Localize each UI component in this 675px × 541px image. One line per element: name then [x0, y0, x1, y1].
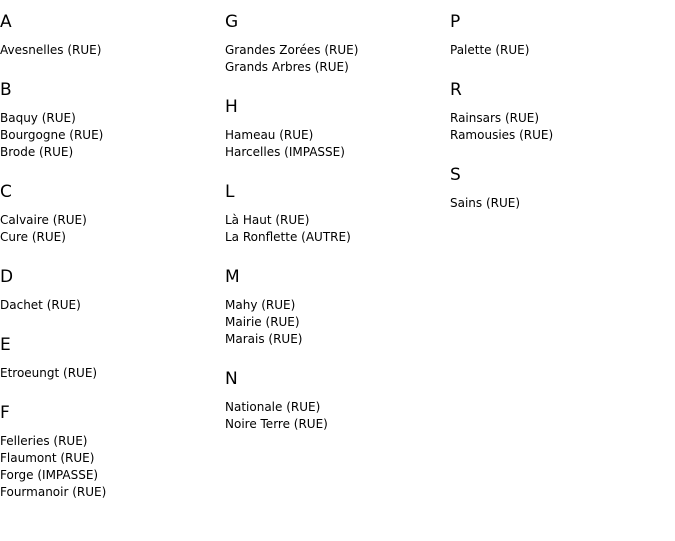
group-spacer	[225, 246, 450, 255]
street-link[interactable]: Nationale (RUE)	[225, 400, 321, 414]
letter-group	[225, 246, 450, 348]
street-list	[225, 399, 450, 433]
letter-group	[225, 76, 450, 161]
letter-heading: B	[0, 80, 12, 100]
group-spacer	[450, 144, 675, 153]
group-spacer	[0, 314, 225, 323]
letter-heading: N	[225, 369, 238, 389]
street-list	[225, 297, 450, 348]
street-link[interactable]: Brode (RUE)	[0, 145, 74, 159]
street-link[interactable]: Flaumont (RUE)	[0, 451, 95, 465]
street-link[interactable]: Là Haut (RUE)	[225, 213, 310, 227]
letter-heading: F	[0, 403, 10, 423]
street-link[interactable]: Sains (RUE)	[450, 196, 521, 210]
letter-heading: E	[0, 335, 11, 355]
street-link[interactable]: Bourgogne (RUE)	[0, 128, 104, 142]
street-link[interactable]: Grandes Zorées (RUE)	[225, 43, 359, 57]
street-link[interactable]: Mahy (RUE)	[225, 298, 296, 312]
group-spacer	[225, 76, 450, 85]
street-link[interactable]: Cure (RUE)	[0, 230, 66, 244]
letter-group	[0, 161, 225, 246]
group-spacer	[0, 161, 225, 170]
group-spacer	[0, 382, 225, 391]
letter-group	[0, 12, 225, 59]
street-list	[450, 195, 675, 212]
letter-group	[450, 12, 675, 59]
street-link[interactable]: Fourmanoir (RUE)	[0, 485, 107, 499]
street-link[interactable]: Dachet (RUE)	[0, 298, 81, 312]
letter-group	[0, 382, 225, 501]
letter-group	[225, 161, 450, 246]
letter-heading: G	[225, 12, 239, 32]
street-link[interactable]: La Ronflette (AUTRE)	[225, 230, 351, 244]
street-link[interactable]: Etroeungt (RUE)	[0, 366, 98, 380]
street-link[interactable]: Calvaire (RUE)	[0, 213, 87, 227]
letter-group	[0, 59, 225, 161]
street-index-column-3	[450, 0, 675, 212]
letter-heading: C	[0, 182, 12, 202]
letter-group	[450, 59, 675, 144]
group-spacer	[0, 246, 225, 255]
street-link[interactable]: Marais (RUE)	[225, 332, 303, 346]
street-list	[0, 110, 225, 161]
street-link[interactable]: Mairie (RUE)	[225, 315, 300, 329]
letter-group	[0, 246, 225, 314]
letter-heading: L	[225, 182, 235, 202]
letter-group	[450, 144, 675, 212]
street-list	[0, 365, 225, 382]
street-list	[0, 212, 225, 246]
letter-heading: D	[0, 267, 14, 287]
street-link[interactable]: Hameau (RUE)	[225, 128, 314, 142]
group-spacer	[225, 161, 450, 170]
group-spacer	[225, 348, 450, 357]
street-link[interactable]: Palette (RUE)	[450, 43, 530, 57]
street-link[interactable]: Noire Terre (RUE)	[225, 417, 328, 431]
letter-heading: S	[450, 165, 461, 185]
street-list	[0, 297, 225, 314]
street-list	[0, 433, 225, 501]
street-list	[225, 212, 450, 246]
street-link[interactable]: Ramousies (RUE)	[450, 128, 554, 142]
street-link[interactable]: Felleries (RUE)	[0, 434, 88, 448]
letter-heading: R	[450, 80, 462, 100]
street-link[interactable]: Grands Arbres (RUE)	[225, 60, 349, 74]
street-index-column-2	[225, 0, 450, 433]
letter-heading: H	[225, 97, 238, 117]
letter-heading: A	[0, 12, 12, 32]
group-spacer	[0, 59, 225, 68]
letter-heading: M	[225, 267, 240, 287]
street-link[interactable]: Avesnelles (RUE)	[0, 43, 102, 57]
letter-group	[0, 314, 225, 382]
letter-group	[225, 12, 450, 76]
street-list	[450, 110, 675, 144]
street-list	[450, 42, 675, 59]
letter-group	[225, 348, 450, 433]
street-index-column-1	[0, 0, 225, 501]
street-list	[0, 42, 225, 59]
street-link[interactable]: Baquy (RUE)	[0, 111, 76, 125]
street-list	[225, 42, 450, 76]
street-link[interactable]: Forge (IMPASSE)	[0, 468, 99, 482]
street-list	[225, 127, 450, 161]
letter-heading: P	[450, 12, 461, 32]
group-spacer	[450, 59, 675, 68]
street-link[interactable]: Harcelles (IMPASSE)	[225, 145, 345, 159]
street-link[interactable]: Rainsars (RUE)	[450, 111, 540, 125]
